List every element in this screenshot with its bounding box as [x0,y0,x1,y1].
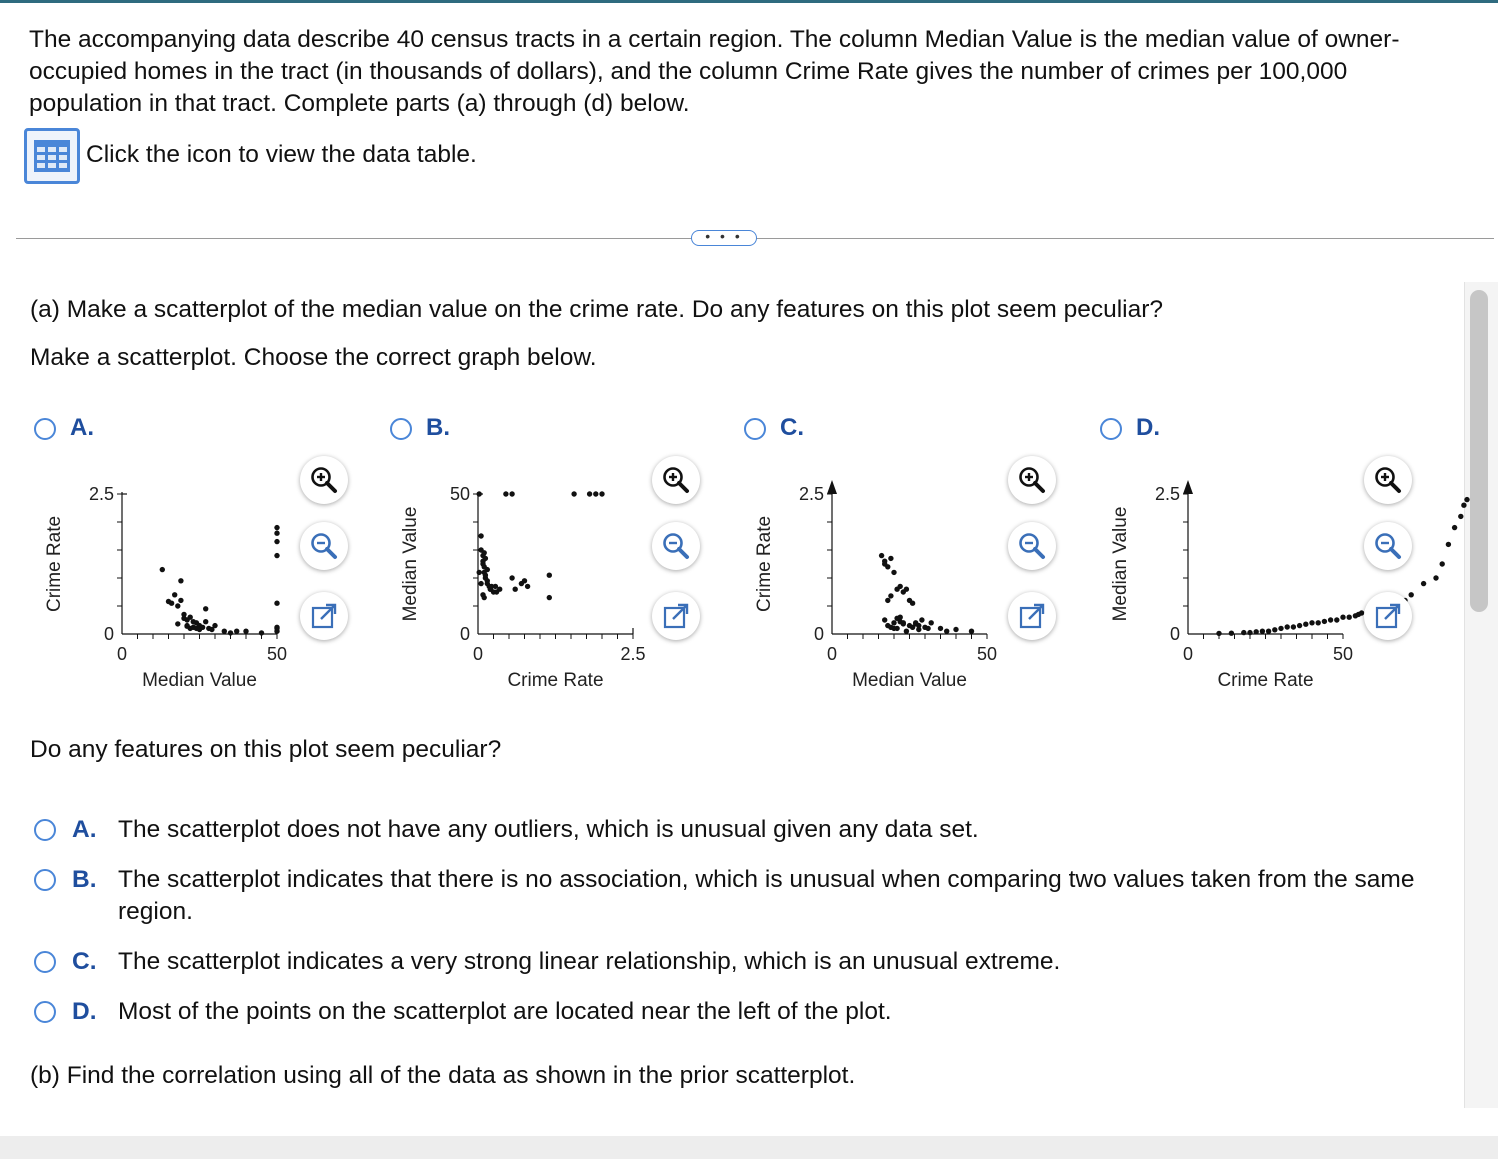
data-point [904,629,909,634]
y-axis-label: Median Value [400,506,421,622]
data-point [274,525,279,530]
y-tick-label: 0 [1169,624,1180,644]
y-tick-label: 2.5 [88,484,114,504]
x-tick-label: 50 [266,644,288,664]
option-text: Most of the points on the scatterplot are located near the left of the plot. [118,998,892,1025]
data-point [178,598,183,603]
graph-option-a[interactable] [32,410,392,710]
zoom-out-button[interactable] [1364,522,1412,570]
scrollbar-thumb[interactable] [1470,290,1488,612]
popout-button[interactable] [652,592,700,640]
data-point [478,533,483,538]
data-point [1247,630,1252,635]
y-axis-label: Median Value [1110,506,1131,622]
data-point [478,581,483,586]
part-a-question: (a) Make a scatterplot of the median value on the crime rate. Do any features on this plot seem peculiar? [30,296,1164,323]
data-point [1334,617,1339,622]
data-point [1421,581,1426,586]
option-text: The scatterplot indicates a very strong linear relationship, which is an unusual extreme. [118,948,1061,975]
data-point [203,619,208,624]
scatterplot-a [32,470,292,710]
data-point [1266,629,1271,634]
data-point [188,615,193,620]
zoom-out-button[interactable] [300,522,348,570]
y-tick-label: 2.5 [798,484,824,504]
part-b-question: (b) Find the correlation using all of the data as shown in the prior scatterplot. [30,1062,856,1089]
data-point [259,630,264,635]
expand-more-button[interactable]: • • • [691,230,757,246]
radio-button[interactable] [744,418,766,440]
data-point [274,539,279,544]
data-point [200,625,205,630]
data-point [477,570,482,575]
data-point [1285,624,1290,629]
data-point [513,587,518,592]
data-point [166,599,171,604]
x-tick-label: 50 [1332,644,1354,664]
scatterplot-b [388,470,648,710]
zoom-out-icon [1373,531,1403,561]
data-point [593,491,598,496]
part-a-instruction: Make a scatterplot. Choose the correct graph below. [30,344,597,371]
data-point [898,615,903,620]
scatterplot-c [742,460,1002,710]
scatterplot-d [1098,460,1358,710]
data-point [891,620,896,625]
y-axis-label: Crime Rate [754,515,775,613]
data-point [482,595,487,600]
x-axis-label: Crime Rate [1217,670,1314,691]
data-point [929,620,934,625]
data-point [1446,542,1451,547]
data-point [891,626,896,631]
option-letter: C. [780,414,804,441]
data-point [234,629,239,634]
zoom-out-button[interactable] [652,522,700,570]
data-point [184,624,189,629]
data-point [891,570,896,575]
data-point [898,584,903,589]
data-point [944,629,949,634]
option-text: The scatterplot indicates that there is no association, which is unusual when comparing two values taken from the same region. [118,866,1415,925]
data-point [503,491,508,496]
data-point [879,553,884,558]
x-tick-label: 0 [472,644,484,664]
data-table-link-text[interactable]: Click the icon to view the data table. [86,141,477,168]
data-table-row [24,126,477,186]
radio-button[interactable] [34,869,56,891]
popout-button[interactable] [300,592,348,640]
intro-text: The accompanying data describe 40 census tracts in a certain region. The column Median Value is the median value of owner-occupied homes in the tract (in thousands of dollars), and the column Crime Rate gives the number of crimes per 100,000 population in that tract. Complete parts (a) through (d) below. [29,26,1400,117]
data-point [910,601,915,606]
x-tick-label: 0 [826,644,838,664]
option-text: The scatterplot does not have any outliers, which is unusual given any data set. [118,816,979,843]
external-link-icon [1018,602,1046,630]
radio-button[interactable] [34,418,56,440]
zoom-in-button[interactable] [652,456,700,504]
data-point [160,567,165,572]
option-letter: D. [72,998,97,1025]
x-axis-label: Median Value [852,670,967,691]
zoom-in-icon [1373,465,1403,495]
data-point [1303,622,1308,627]
data-point [571,491,576,496]
y-axis-label: Crime Rate [44,515,65,613]
data-point [1322,619,1327,624]
data-point [509,575,514,580]
option-letter: D. [1136,414,1160,441]
radio-button[interactable] [34,951,56,973]
data-point [175,603,180,608]
zoom-in-button[interactable] [300,456,348,504]
external-link-icon [662,602,690,630]
zoom-out-button[interactable] [1008,522,1056,570]
y-tick-label: 0 [459,624,470,644]
data-point [547,573,552,578]
data-point [522,578,527,583]
x-tick-label: 0 [116,644,128,664]
y-tick-label: 50 [449,484,470,504]
data-point [901,620,906,625]
x-axis-label: Crime Rate [507,670,604,691]
graph-option-c[interactable] [742,410,1102,710]
y-tick-label: 2.5 [1154,484,1180,504]
x-tick-label: 2.5 [620,644,646,664]
data-point [483,556,488,561]
y-tick-label: 0 [103,624,114,644]
x-tick-label: 0 [1182,644,1194,664]
data-point [1260,629,1265,634]
radio-button[interactable] [34,1001,56,1023]
zoom-out-icon [309,531,339,561]
data-point [1278,626,1283,631]
data-point [493,584,498,589]
table-icon [33,139,71,173]
data-point [1347,615,1352,620]
top-accent-line [0,0,1498,3]
data-point [274,625,279,630]
zoom-out-icon [1017,531,1047,561]
option-letter: B. [426,414,450,441]
graph-option-d[interactable] [1098,410,1458,710]
data-point [222,629,227,634]
data-point [172,592,177,597]
data-point [1241,630,1246,635]
data-point [882,561,887,566]
radio-button[interactable] [390,418,412,440]
option-letter: A. [72,816,97,843]
external-link-icon [310,602,338,630]
y-axis-arrow [827,480,837,494]
data-point [485,578,490,583]
data-point [1316,620,1321,625]
data-point [1254,629,1259,634]
data-point [904,587,909,592]
data-point [1229,631,1234,636]
option-letter: A. [70,414,94,441]
y-axis-arrow [1183,480,1193,494]
data-point [969,629,974,634]
zoom-in-icon [1017,465,1047,495]
data-point [203,606,208,611]
data-point [1297,623,1302,628]
data-point [1440,561,1445,566]
zoom-out-icon [661,531,691,561]
data-point [1328,617,1333,622]
data-point [1409,592,1414,597]
data-point [477,491,482,496]
data-point [1340,615,1345,620]
data-point [228,630,233,635]
data-point [925,626,930,631]
popout-button[interactable] [1364,592,1412,640]
y-tick-label: 0 [813,624,824,644]
bottom-bar [0,1136,1498,1159]
radio-button[interactable] [1100,418,1122,440]
graph-option-b[interactable] [388,410,748,710]
data-point [274,531,279,536]
data-point [1461,503,1466,508]
data-point [888,593,893,598]
data-point [1452,525,1457,530]
data-point [916,627,921,632]
data-point [1291,624,1296,629]
data-point [178,578,183,583]
data-point [1458,514,1463,519]
data-point [482,550,487,555]
data-point [1216,631,1221,636]
option-letter: B. [72,866,97,893]
data-point [509,491,514,496]
popout-button[interactable] [1008,592,1056,640]
data-point [191,619,196,624]
data-point [1464,497,1469,502]
radio-button[interactable] [34,819,56,841]
data-point [599,491,604,496]
zoom-in-icon [309,465,339,495]
data-point [243,629,248,634]
data-point [882,617,887,622]
data-point [274,553,279,558]
x-axis-label: Median Value [142,670,257,691]
data-point [485,567,490,572]
data-point [885,598,890,603]
option-letter: C. [72,948,97,975]
data-point [1272,627,1277,632]
data-point [587,491,592,496]
data-point [953,627,958,632]
data-point [1433,575,1438,580]
data-point [181,616,186,621]
data-point [919,617,924,622]
zoom-in-button[interactable] [1364,456,1412,504]
data-point [525,584,530,589]
x-tick-label: 50 [976,644,998,664]
data-point [212,623,217,628]
data-point [547,595,552,600]
data-point [483,573,488,578]
data-point [913,621,918,626]
data-point [938,626,943,631]
data-table-button[interactable] [24,128,80,184]
zoom-in-button[interactable] [1008,456,1056,504]
external-link-icon [1374,602,1402,630]
data-point [175,621,180,626]
zoom-in-icon [661,465,691,495]
data-point [888,556,893,561]
data-point [1309,620,1314,625]
peculiar-question: Do any features on this plot seem peculiar? [30,736,502,763]
data-point [274,601,279,606]
